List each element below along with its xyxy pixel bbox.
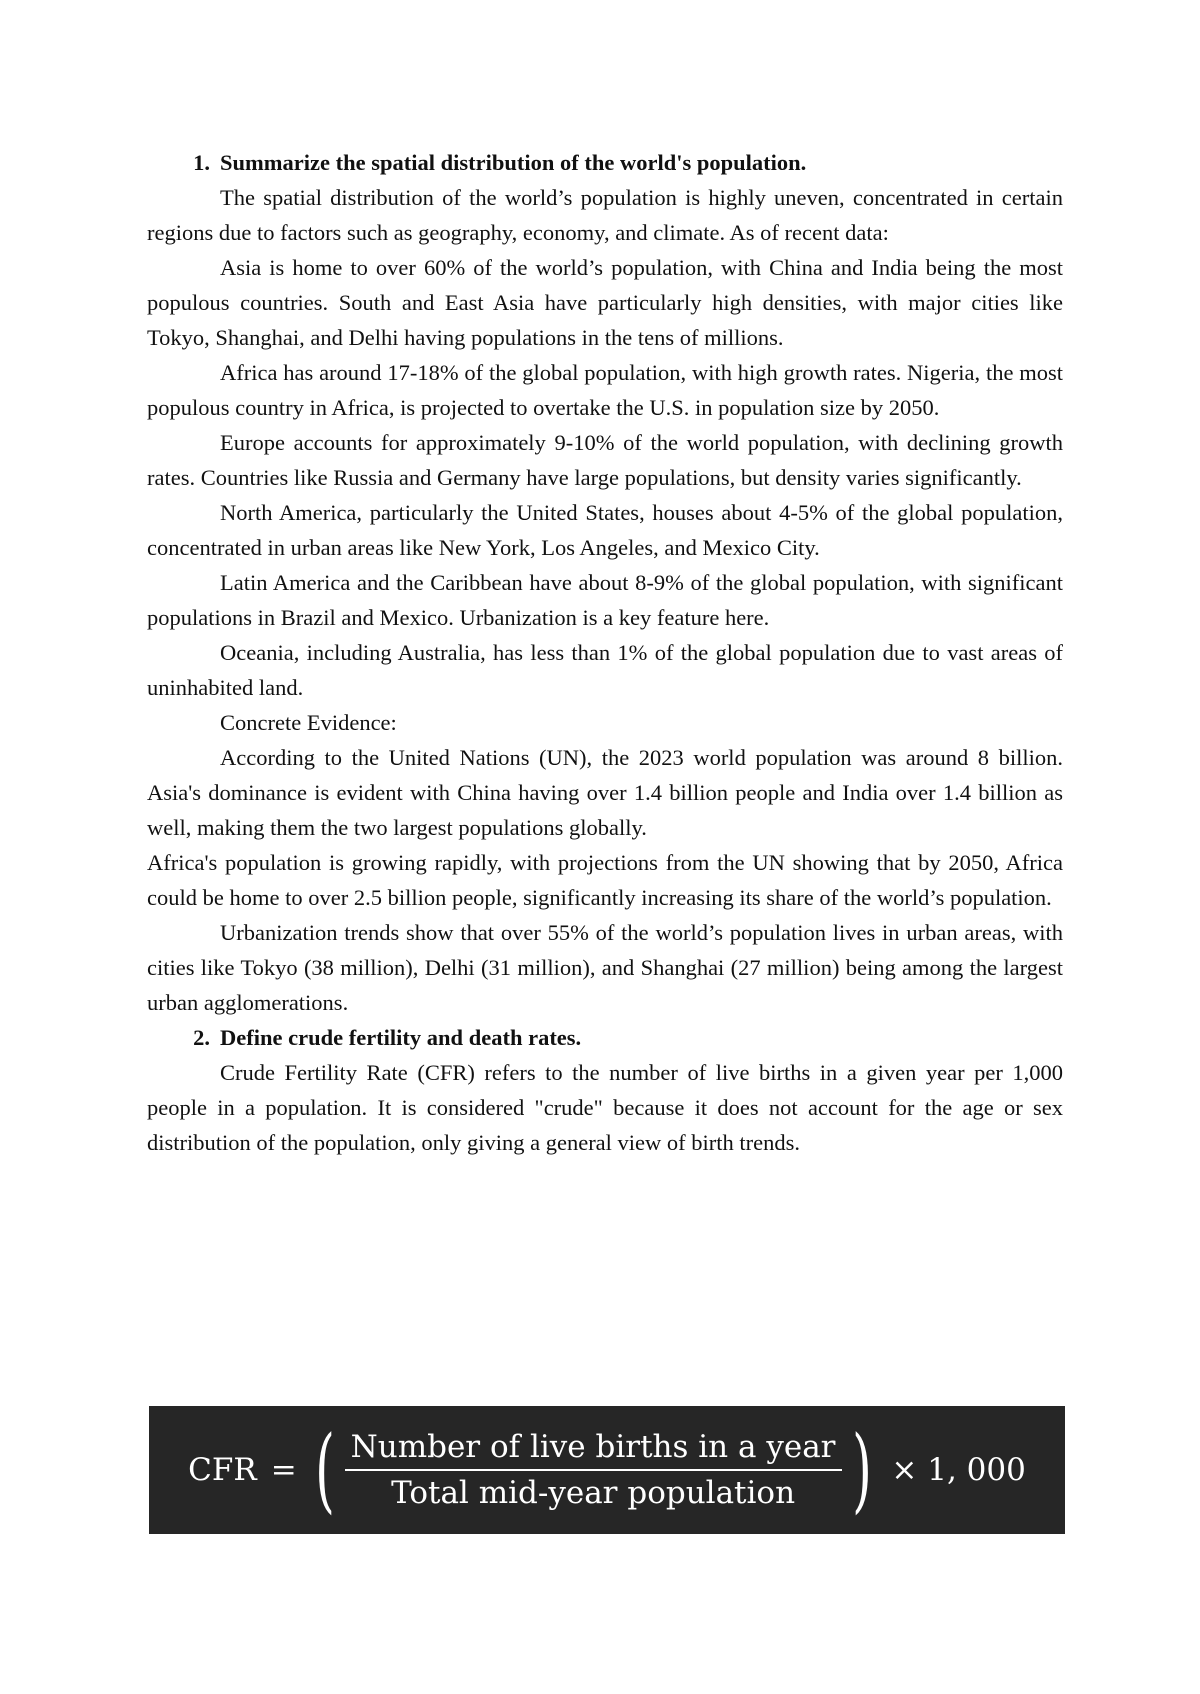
paragraph-asia: Asia is home to over 60% of the world’s population, with China and India being the most populous countries. South and East Asia have particularly high densities, with major cities like Tokyo, Shanghai, and Delhi having populations in the tens of millions. [147, 255, 1063, 350]
paragraph-oceania: Oceania, including Australia, has less than 1% of the global population due to vast areas of uninhabited land. [147, 640, 1063, 700]
paragraph-cfr-definition: Crude Fertility Rate (CFR) refers to the number of live births in a given year per 1,000 people in a population. It is considered "crude" because it does not account for the age or sex distribution of the population, only giving a general view of birth trends. [147, 1060, 1063, 1155]
paragraph-europe: Europe accounts for approximately 9-10% of the world population, with declining growth rates. Countries like Russia and Germany have large populations, but density varies significantly. [147, 430, 1063, 490]
formula-close-paren: ) [851, 1416, 872, 1523]
paragraph-africa: Africa has around 17-18% of the global population, with high growth rates. Nigeria, the most populous country in Africa, is projected to overtake the U.S. in population size by 2050. [147, 360, 1063, 420]
formula-denominator: Total mid-year population [391, 1475, 796, 1511]
formula-numerator: Number of live births in a year [345, 1429, 842, 1471]
formula-open-paren: ( [314, 1416, 335, 1523]
paragraph-evidence-label: Concrete Evidence: [220, 710, 397, 735]
section-2-number: 2. [193, 1025, 210, 1050]
section-1-heading [147, 145, 1063, 180]
formula-fraction [345, 1429, 842, 1511]
paragraph-latin-america: Latin America and the Caribbean have about 8-9% of the global population, with significant populations in Brazil and Mexico. Urbanization is a key feature here. [147, 570, 1063, 630]
section-2-title: Define crude fertility and death rates. [220, 1025, 582, 1050]
paragraph-africa-growth: Africa's population is growing rapidly, with projections from the UN showing that by 2050, Africa could be home to over 2.5 billion people, significantly increasing its share of the world’s population. [147, 850, 1063, 910]
paragraph-un-data: According to the United Nations (UN), the 2023 world population was around 8 billion. Asia's dominance is evident with China having over 1.4 billion people and India over 1.4 billion as well, making them the two largest populations globally. [147, 745, 1063, 840]
formula-multiplier: × 1, 000 [891, 1452, 1026, 1488]
section-1-title: Summarize the spatial distribution of the world's population. [220, 150, 807, 175]
cfr-formula-image [149, 1406, 1065, 1534]
formula-equals: = [270, 1452, 297, 1488]
document-body [147, 145, 1063, 1160]
paragraph-urbanization: Urbanization trends show that over 55% of the world’s population lives in urban areas, with cities like Tokyo (38 million), Delhi (31 million), and Shanghai (27 million) being among the largest urban agglomerations. [147, 920, 1063, 1015]
formula-lhs: CFR [188, 1452, 257, 1488]
paragraph-north-america: North America, particularly the United States, houses about 4-5% of the global population, concentrated in urban areas like New York, Los Angeles, and Mexico City. [147, 500, 1063, 560]
paragraph-intro: The spatial distribution of the world’s population is highly uneven, concentrated in certain regions due to factors such as geography, economy, and climate. As of recent data: [147, 185, 1063, 245]
section-1-number: 1. [193, 150, 210, 175]
section-2-heading [147, 1020, 1063, 1055]
cfr-formula [188, 1416, 1026, 1523]
